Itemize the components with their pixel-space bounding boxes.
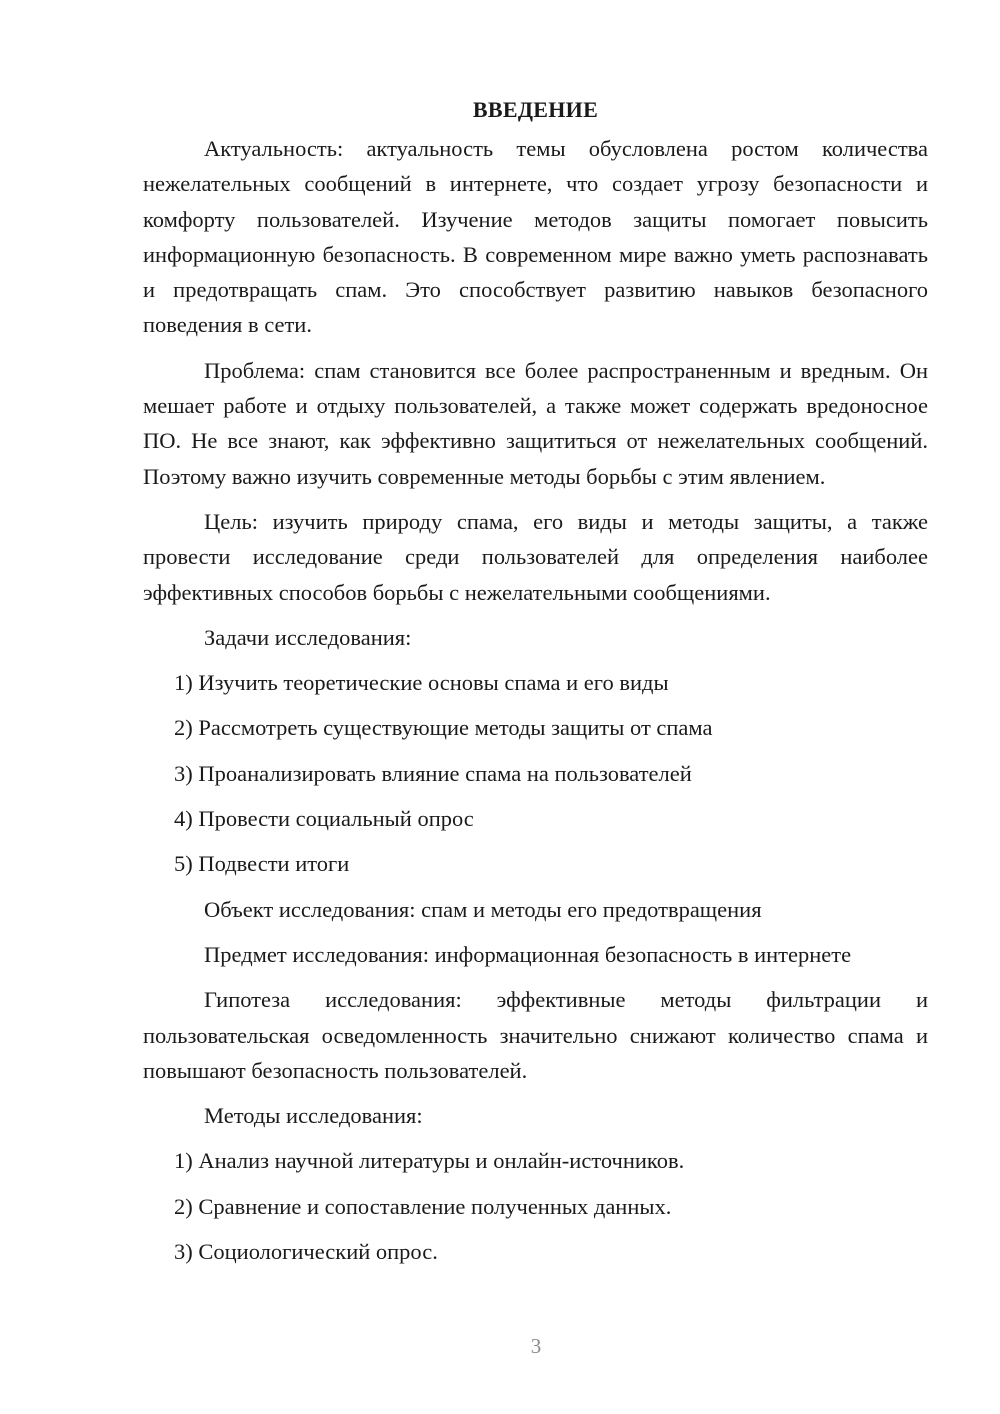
list-item: 2) Сравнение и сопоставление полученных данных.: [174, 1193, 672, 1219]
problem-paragraph: Проблема: спам становится все более распространенным и вредным. Он мешает работе и отдыху пользователей, а также может содержать вредоносное ПО. Не все знают, как эффективно защититься от нежелательных сообщений. Поэтому важно изучить современные методы борьбы с этим явлением.: [143, 357, 928, 489]
methods-label: Методы исследования:: [204, 1103, 423, 1129]
relevance-paragraph: Актуальность: актуальность темы обусловлена ростом количества нежелательных сообщений в интернете, что создает угрозу безопасности и комфорту пользователей. Изучение методов защиты помогает повысить информационную безопасность. В современном мире важно уметь распознавать и предотвращать спам. Это способствует развитию навыков безопасного поведения в сети.: [143, 136, 928, 338]
research-object: Объект исследования: спам и методы его предотвращения: [204, 896, 762, 922]
list-item: 3) Социологический опрос.: [174, 1239, 438, 1265]
list-item: 5) Подвести итоги: [174, 851, 350, 877]
list-item: 4) Провести социальный опрос: [174, 806, 474, 832]
research-subject: Предмет исследования: информационная безопасность в интернете: [204, 941, 852, 967]
page-number: 3: [530, 1334, 542, 1358]
list-item: 1) Анализ научной литературы и онлайн-источников.: [174, 1148, 685, 1174]
list-item: 3) Проанализировать влияние спама на пользователей: [174, 760, 692, 786]
section-heading: ВВЕДЕНИЕ: [472, 97, 599, 122]
document-page: [143, 92, 928, 1279]
methods-list: [143, 1143, 928, 1269]
tasks-list: [143, 665, 928, 881]
goal-paragraph: Цель: изучить природу спама, его виды и методы защиты, а также провести исследование среди пользователей для определения наиболее эффективных способов борьбы с нежелательными сообщениями.: [143, 508, 928, 605]
tasks-label: Задачи исследования:: [204, 624, 412, 650]
list-item: 1) Изучить теоретические основы спама и его виды: [174, 670, 669, 696]
hypothesis-paragraph: Гипотеза исследования: эффективные методы фильтрации и пользовательская осведомленность значительно снижают количество спама и повышают безопасность пользователей.: [143, 987, 928, 1083]
list-item: 2) Рассмотреть существующие методы защиты от спама: [174, 715, 713, 741]
